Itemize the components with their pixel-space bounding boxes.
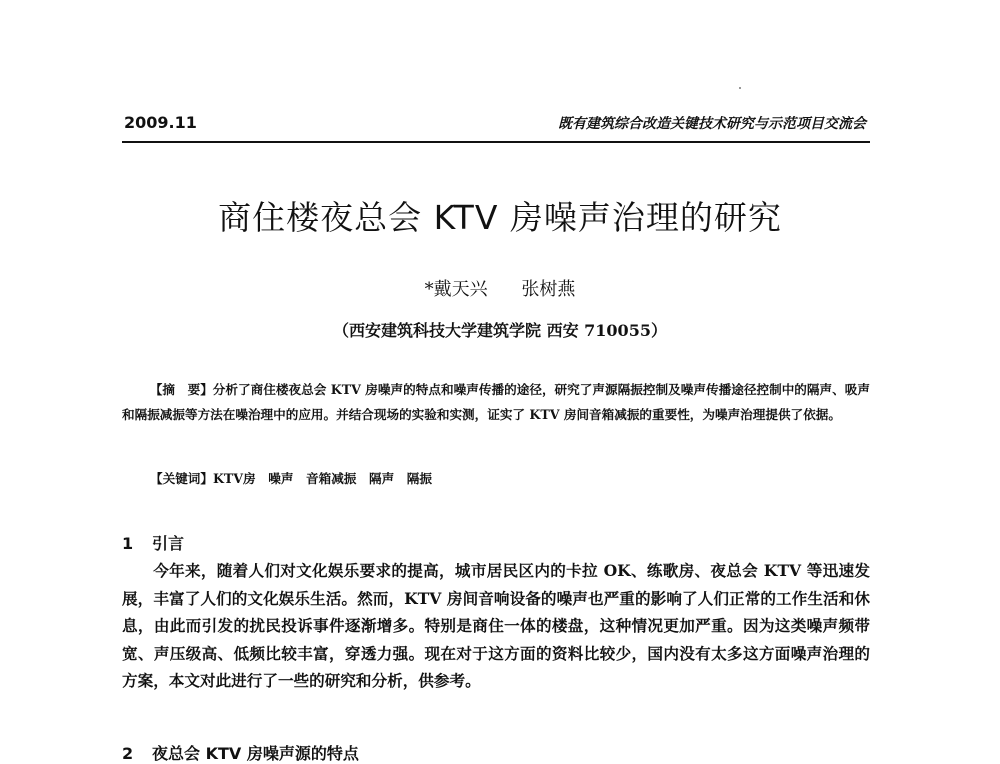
abstract: 【摘 要】分析了商住楼夜总会 KTV 房噪声的特点和噪声传播的途径，研究了声源隔振控制及噪声传播途径控制中的隔声、吸声和隔振减振等方法在噪治理中的应用。并结合现场的实验和实测，证实了 KTV 房间音箱减振的重要性，为噪声治理提供了依据。 — [122, 382, 870, 422]
section-2-heading — [122, 741, 359, 764]
author-2: 张树燕 — [521, 279, 576, 300]
section-1-paragraph: 今年来，随着人们对文化娱乐要求的提高，城市居民区内的卡拉 OK、练歌房、夜总会 KTV 等迅速发展，丰富了人们的文化娱乐生活。然而，KTV 房间音响设备的噪声也严重的影响了人们正常的工作生活和休息，由此而引发的扰民投诉事件逐渐增多。特别是商住一体的楼盘，这种情况更加严重。因为这类噪声频带宽、声压级高、低频比较丰富，穿透力强。现在对于这方面的资料比较少，国内没有太多这方面噪声治理的方案，本文对此进行了一些的研究和分析，供参考。 — [122, 561, 870, 690]
paper-title: 商住楼夜总会 KTV 房噪声治理的研究 — [218, 198, 782, 237]
section-1-title: 引言 — [152, 534, 185, 553]
scan-speck — [739, 87, 741, 89]
section-2-title: 夜总会 KTV 房噪声源的特点 — [152, 744, 359, 763]
running-header — [122, 113, 870, 143]
header-conference: 既有建筑综合改造关键技术研究与示范项目交流会 — [558, 116, 866, 132]
header-date: 2009.11 — [124, 113, 197, 132]
section-1-heading — [122, 531, 184, 554]
keywords: 【关键词】KTV房 噪声 音箱减振 隔声 隔振 — [150, 471, 432, 486]
affiliation: （西安建筑科技大学建筑学院 西安 710055） — [333, 321, 667, 340]
author-1: *戴天兴 — [424, 279, 488, 300]
author-list — [0, 275, 1000, 301]
section-1-number: 1 — [122, 534, 134, 553]
section-2-number: 2 — [122, 744, 134, 763]
